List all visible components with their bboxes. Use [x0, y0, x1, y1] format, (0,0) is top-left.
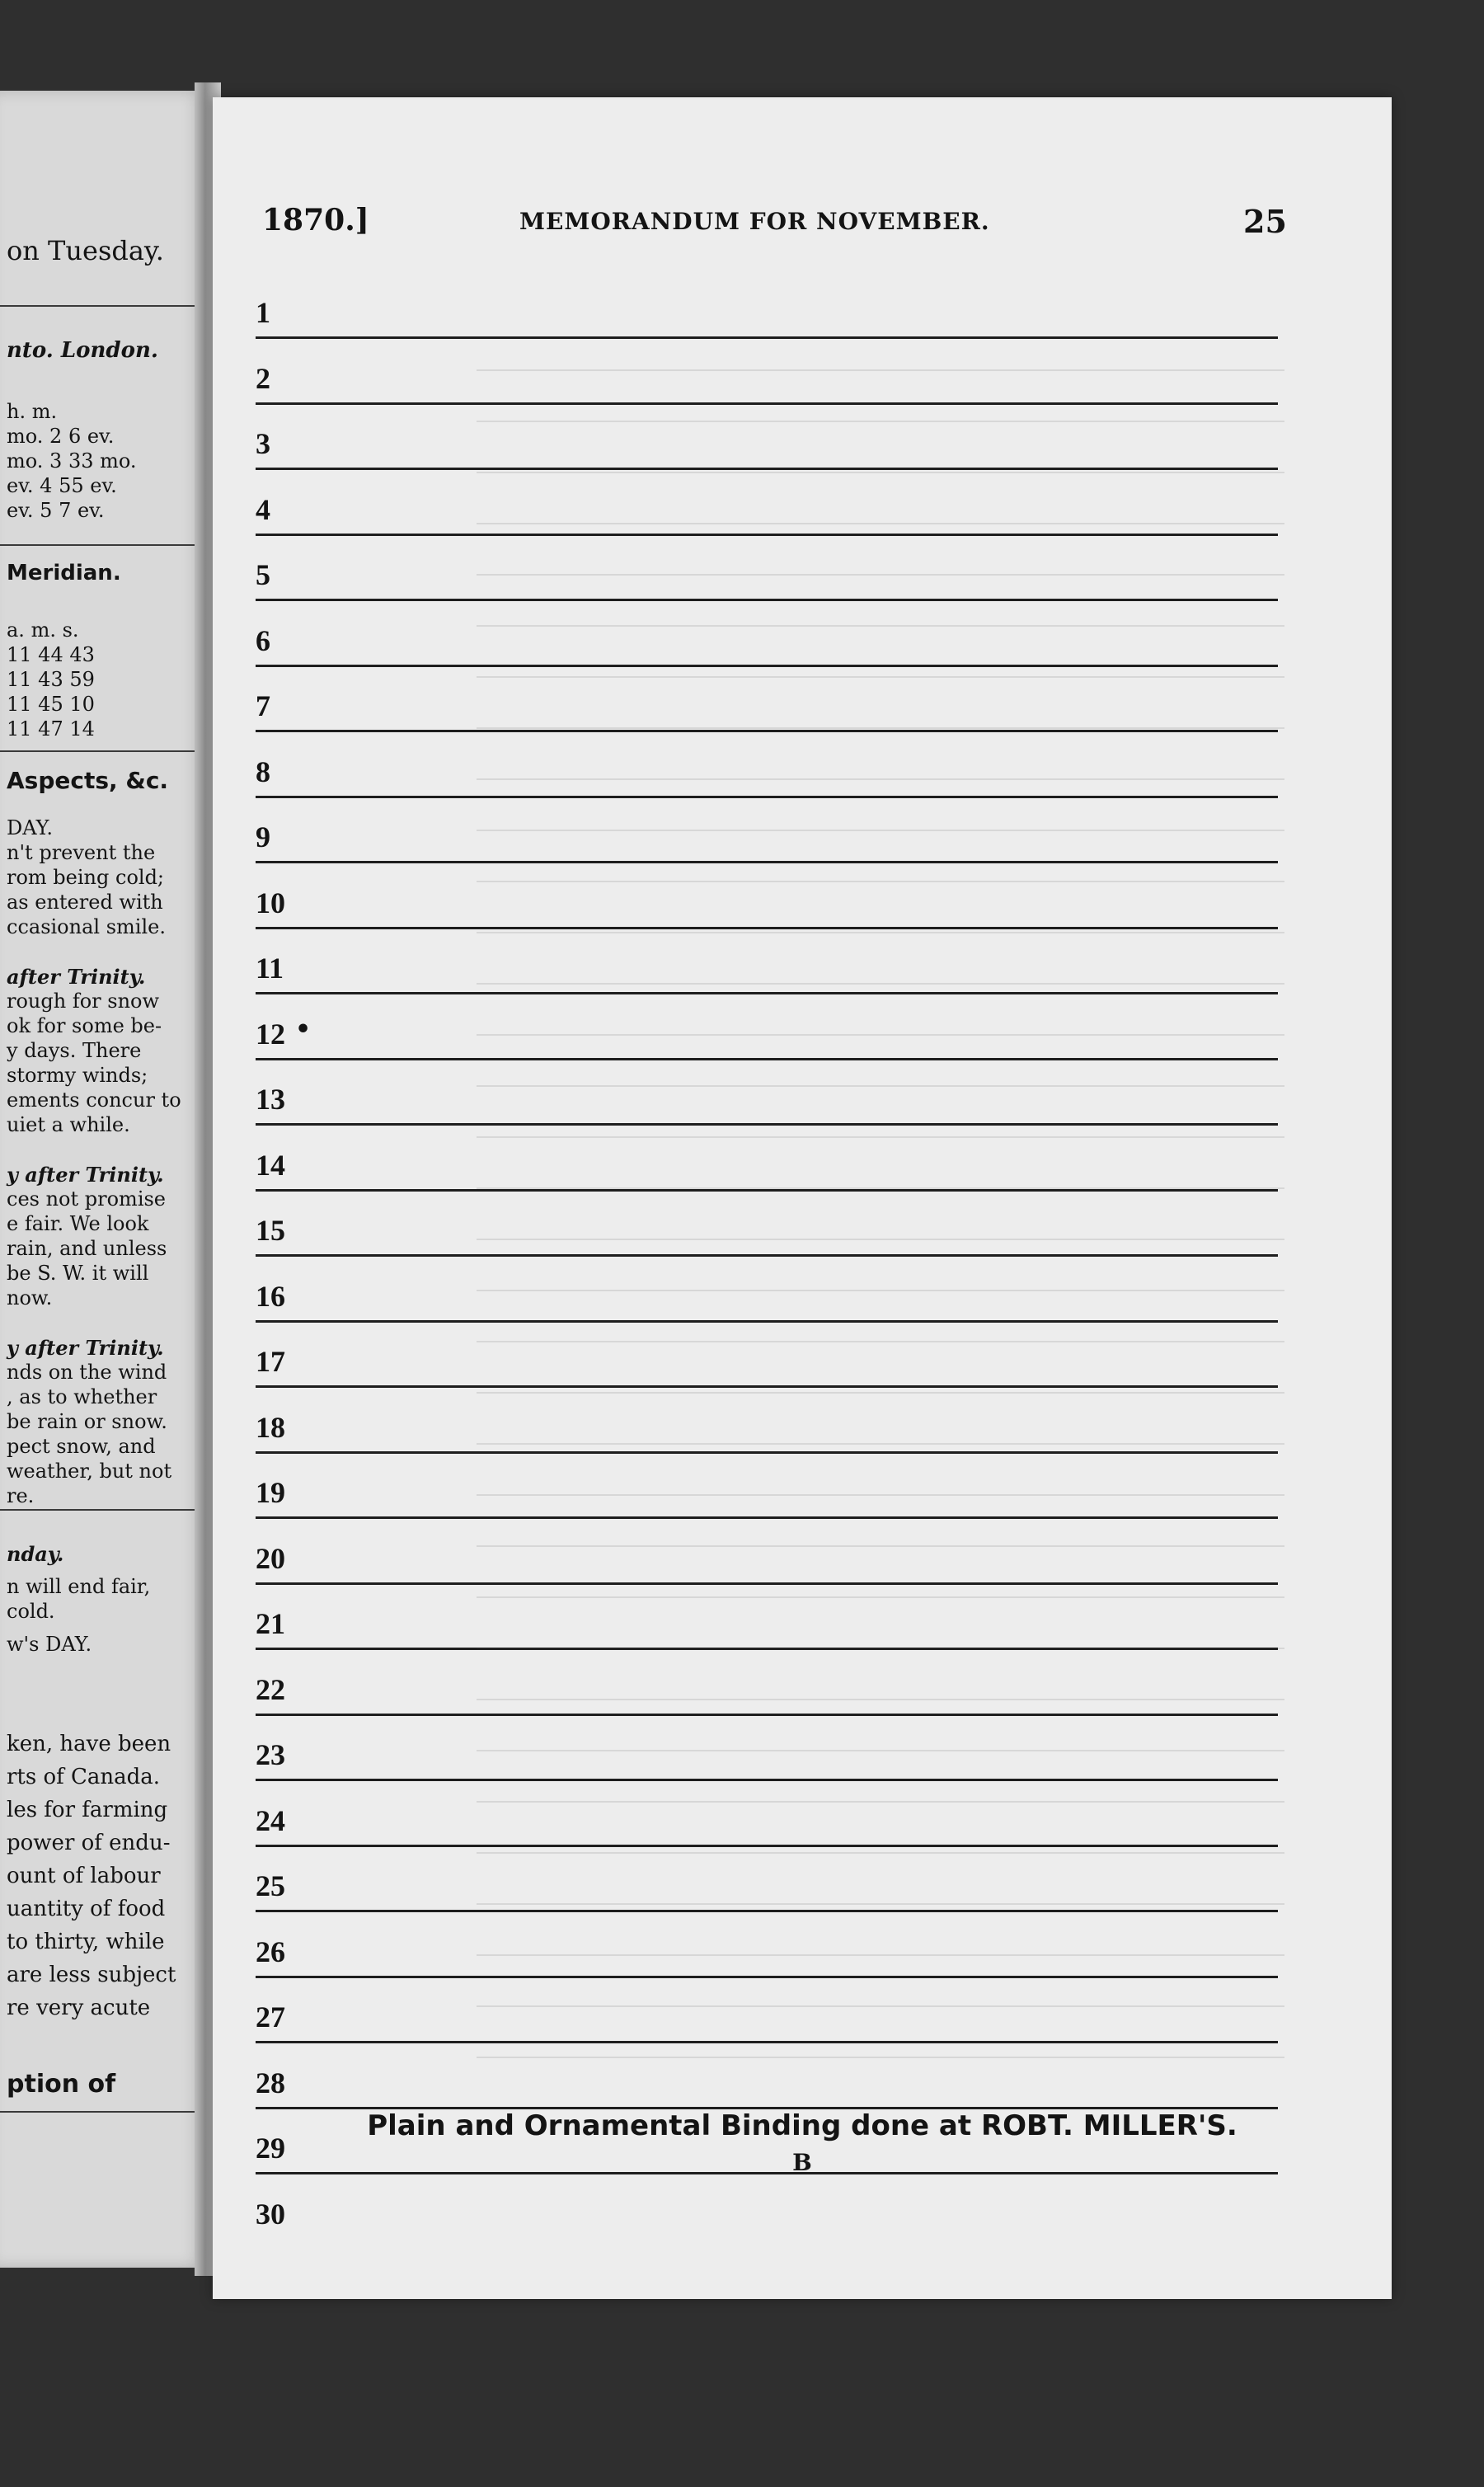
show-through-line	[477, 574, 1284, 576]
left-page-line: y after Trinity.	[7, 1336, 164, 1360]
day-number: 13	[256, 1083, 285, 1116]
day-rule-line	[256, 534, 1278, 536]
day-number: 9	[256, 820, 270, 853]
show-through-line	[477, 1239, 1284, 1240]
day-number: 20	[256, 1541, 285, 1575]
left-page-line: mo. 3 33 mo.	[7, 449, 137, 472]
left-page-line: Meridian.	[7, 561, 121, 585]
day-number: 25	[256, 1869, 285, 1902]
left-page-line: uiet a while.	[7, 1113, 130, 1136]
day-number: 19	[256, 1476, 285, 1509]
page-number: 25	[1243, 203, 1287, 240]
show-through-line	[477, 523, 1284, 524]
day-rule-line	[256, 861, 1278, 863]
right-page	[213, 97, 1392, 2299]
left-page-line: ken, have been	[7, 1732, 171, 1756]
left-page-line: nto. London.	[7, 338, 158, 363]
show-through-line	[477, 1801, 1284, 1803]
left-page-line: nday.	[7, 1542, 64, 1566]
binding-advertisement: Plain and Ornamental Binding done at ROBT. MILLER'S.	[367, 2109, 1237, 2142]
left-page-line: DAY.	[7, 816, 53, 839]
left-page-line: w's DAY.	[7, 1633, 92, 1656]
show-through-line	[477, 676, 1284, 678]
show-through-line	[477, 727, 1284, 729]
show-through-line	[477, 1136, 1284, 1138]
left-page-line: , as to whether	[7, 1385, 157, 1408]
show-through-line	[477, 881, 1284, 882]
day-number: 7	[256, 689, 270, 722]
day-number: 18	[256, 1410, 285, 1444]
left-page-line: y after Trinity.	[7, 1163, 164, 1187]
left-page-line: n will end fair,	[7, 1575, 151, 1598]
left-page-line: e fair. We look	[7, 1212, 149, 1235]
day-number: 3	[256, 427, 270, 460]
show-through-line	[477, 1699, 1284, 1700]
day-rule-line	[256, 1845, 1278, 1847]
day-number: 30	[256, 2197, 285, 2231]
day-rule-line	[256, 1516, 1278, 1519]
left-page-line: on Tuesday.	[7, 235, 164, 266]
day-number: 12	[256, 1017, 285, 1051]
show-through-line	[477, 1392, 1284, 1394]
show-through-line	[477, 1596, 1284, 1598]
day-number: 26	[256, 1935, 285, 1968]
show-through-line	[477, 778, 1284, 780]
show-through-line	[477, 1034, 1284, 1036]
left-page-line: rough for snow	[7, 990, 160, 1013]
day-rule-line	[256, 665, 1278, 667]
left-page-line: y days. There	[7, 1039, 142, 1062]
day-number: 1	[256, 296, 270, 329]
day-number: 11	[256, 952, 284, 985]
left-page-line: Aspects, &c.	[7, 767, 169, 794]
show-through-line	[477, 1903, 1284, 1905]
left-page-line: nds on the wind	[7, 1361, 167, 1384]
show-through-line	[477, 1187, 1284, 1189]
left-page-line: are less subject	[7, 1963, 176, 1987]
left-page-rule	[0, 544, 198, 546]
day-rule-line	[256, 1320, 1278, 1323]
left-page-line: 11 47 14	[7, 717, 95, 740]
day-number: 21	[256, 1607, 285, 1640]
left-page-line: re very acute	[7, 1996, 151, 2020]
day-rule-line	[256, 1385, 1278, 1388]
show-through-line	[477, 983, 1284, 985]
day-rule-line	[256, 992, 1278, 994]
day-rule-line	[256, 599, 1278, 601]
day-number: 29	[256, 2132, 285, 2165]
signature-mark: B	[792, 2149, 812, 2176]
day-rule-line	[256, 468, 1278, 470]
header-year: 1870.]	[262, 203, 369, 237]
day-rule-line	[256, 1582, 1278, 1585]
left-page-line: after Trinity.	[7, 965, 146, 989]
left-page-line: rom being cold;	[7, 866, 165, 889]
day-rule-line	[256, 2041, 1278, 2043]
left-page-line: be S. W. it will	[7, 1262, 149, 1285]
show-through-line	[477, 1750, 1284, 1751]
left-page-line: rain, and unless	[7, 1237, 167, 1260]
day-rule-line	[256, 336, 1278, 339]
show-through-line	[477, 1545, 1284, 1547]
day-number: 28	[256, 2066, 285, 2099]
left-page-line: ements concur to	[7, 1088, 181, 1112]
day-number: 16	[256, 1279, 285, 1313]
day-number: 6	[256, 623, 270, 657]
left-page-line: stormy winds;	[7, 1064, 148, 1087]
day-number: 22	[256, 1672, 285, 1706]
day-rule-line	[256, 730, 1278, 732]
show-through-line	[477, 421, 1284, 422]
day-marker-dot: •	[295, 1014, 312, 1044]
day-rule-line	[256, 1058, 1278, 1060]
day-rule-line	[256, 796, 1278, 798]
show-through-line	[477, 2005, 1284, 2007]
day-number: 10	[256, 886, 285, 919]
left-page-line: n't prevent the	[7, 841, 156, 864]
day-number: 8	[256, 755, 270, 788]
left-page-line: 11 44 43	[7, 643, 95, 666]
day-rule-line	[256, 1976, 1278, 1978]
left-page-line: ces not promise	[7, 1187, 167, 1211]
left-page-line: ccasional smile.	[7, 915, 166, 938]
left-page-line: be rain or snow.	[7, 1410, 167, 1433]
show-through-line	[477, 1954, 1284, 1956]
page-header	[213, 203, 1392, 240]
left-page-line: ok for some be-	[7, 1014, 162, 1037]
day-number: 4	[256, 492, 270, 526]
left-page-line: ount of labour	[7, 1864, 161, 1888]
day-number: 17	[256, 1345, 285, 1378]
left-page-line: as entered with	[7, 891, 163, 914]
left-page-rule	[0, 750, 198, 752]
left-page-line: now.	[7, 1286, 53, 1309]
left-page-line: ption of	[7, 2070, 116, 2099]
left-page-line: h. m.	[7, 400, 58, 423]
left-page-rule	[0, 1509, 198, 1511]
show-through-line	[477, 369, 1284, 371]
left-page-rule	[0, 2111, 198, 2113]
left-page-line: weather, but not	[7, 1460, 172, 1483]
left-page-line: uantity of food	[7, 1897, 166, 1921]
show-through-line	[477, 1443, 1284, 1445]
day-rule-line	[256, 1451, 1278, 1454]
show-through-line	[477, 1341, 1284, 1342]
left-page-line: ev. 5 7 ev.	[7, 499, 105, 522]
day-rule-line	[256, 1714, 1278, 1716]
day-number: 23	[256, 1738, 285, 1771]
show-through-line	[477, 1494, 1284, 1496]
left-page-fragment	[0, 91, 206, 2268]
day-rule-line	[256, 1123, 1278, 1126]
show-through-line	[477, 1290, 1284, 1291]
left-page-line: power of endu-	[7, 1831, 171, 1855]
left-page-line: rts of Canada.	[7, 1765, 161, 1789]
show-through-line	[477, 830, 1284, 831]
left-page-line: pect snow, and	[7, 1435, 156, 1458]
day-number: 27	[256, 2000, 285, 2033]
left-page-line: mo. 2 6 ev.	[7, 425, 115, 448]
left-page-rule	[0, 305, 198, 307]
day-rule-line	[256, 1910, 1278, 1912]
day-rule-line	[256, 1254, 1278, 1257]
show-through-line	[477, 2057, 1284, 2058]
show-through-line	[477, 625, 1284, 627]
left-page-line: a. m. s.	[7, 618, 79, 642]
left-page-line: cold.	[7, 1600, 55, 1623]
left-page-line: ev. 4 55 ev.	[7, 474, 117, 497]
day-number: 2	[256, 361, 270, 395]
day-number: 24	[256, 1803, 285, 1837]
day-rule-line	[256, 1779, 1278, 1781]
left-page-line: 11 43 59	[7, 668, 95, 691]
show-through-line	[477, 472, 1284, 473]
left-page-line: to thirty, while	[7, 1930, 165, 1954]
left-page-line: les for farming	[7, 1798, 168, 1822]
left-page-line: re.	[7, 1484, 35, 1507]
day-number: 14	[256, 1148, 285, 1182]
show-through-line	[477, 1085, 1284, 1087]
show-through-line	[477, 1852, 1284, 1854]
left-page-line: 11 45 10	[7, 693, 95, 716]
day-number: 15	[256, 1214, 285, 1247]
show-through-line	[477, 932, 1284, 933]
day-number: 5	[256, 558, 270, 591]
day-rule-line	[256, 402, 1278, 405]
header-title: MEMORANDUM FOR NOVEMBER.	[519, 208, 990, 235]
day-rule-line	[256, 927, 1278, 929]
show-through-line	[477, 1648, 1284, 1649]
